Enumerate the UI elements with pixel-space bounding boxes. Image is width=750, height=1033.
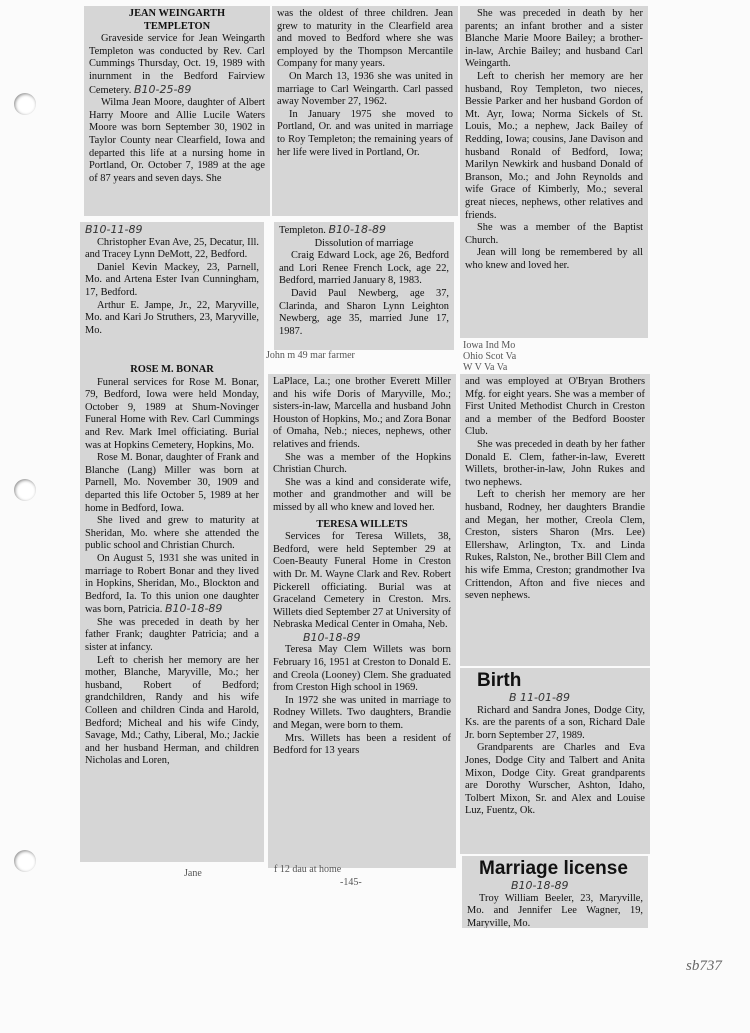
obituary-willets-part2 [460,374,650,666]
handwritten-date: B10-18-89 [511,879,569,892]
handwritten-date: B10-25-89 [133,82,192,96]
license-entry: Daniel Kevin Mackey, 23, Parnell, Mo. and Artena Ester Ivan Cunningham, 17, Bedford. [85,261,259,298]
census-fragment: Jane [184,868,202,879]
dissolution-top-line: Templeton. B10-18-89 [279,223,386,236]
obituary-title-line1: JEAN WEINGARTH [128,8,226,19]
license-entry: Troy William Beeler, 23, Maryville, Mo. and Jennifer Lee Wagner, 19, Maryville, Mo. [467,892,643,928]
obituary-paragraph: On March 13, 1936 she was united in marriage to Carl Weingarth. Carl passed away November 27, 1962. [277,70,453,108]
handwritten-date: B 11-01-89 [509,691,570,704]
binder-hole-top [14,93,36,115]
obituary-paragraph: LaPlace, La.; one brother Everett Miller and his wife Doris of Maryville, Mo.; sisters-in-law, Marcella and husband John Houston of Hopkins, Mo.; and Zora Bonar of Omaha, Neb.; nieces, nephews, other relatives and friends. [273,376,451,450]
handwritten-date: B10-18-89 [303,630,361,644]
handwritten-date: B10-11-89 [85,223,143,236]
dissolution-of-marriage [274,222,454,350]
obituary-paragraph: Jean will long be remembered by all who knew and loved her. [465,247,643,271]
census-fragment: f 12 dau at home [274,864,342,875]
binder-hole-bottom [14,850,36,872]
obituary-paragraph: Wilma Jean Moore, daughter of Albert Harry Moore and Allie Lucile Waters Moore was born September 30, 1902 in Taylor County near Clearfield, Iowa and departed this life at a nursing home in Portland, Or. October 7, 1989 at the age of 87 years and seven days. She [89,97,265,184]
obituary-bonar-part1 [80,362,264,862]
obituary-templeton-part1 [84,6,270,216]
obituary-title: TERESA WILLETS [316,518,408,530]
obituary-paragraph: Teresa May Clem Willets was born February 16, 1951 at Creston to Donald E. and Creola (Looney) Clem. She graduated from Creston High school in 1969. [273,644,451,694]
census-fragment: John m 49 mar farmer [266,350,355,361]
obituary-paragraph: Funeral services for Rose M. Bonar, 79, Bedford, Iowa were held Monday, October 9, 1989 at Shum-Novinger Funeral Home with Rev. Carl Cummings and Rev. Mark Imel officiating. Burial was at Hopkins Cemetery, Hopkins, Mo. [85,376,259,451]
obituary-paragraph: In 1972 she was united in marriage to Rodney Willets. Two daughters, Brandie and Megan, were born to them. [273,694,451,732]
obituary-bonar-willets [268,374,456,868]
census-fragment: W V Va Va [463,362,508,373]
obituary-paragraph: Mrs. Willets has been a resident of Bedford for 13 years [273,732,451,757]
binder-hole-middle [14,479,36,501]
obituary-paragraph: Graveside service for Jean Weingarth Templeton was conducted by Rev. Carl Cummings Thursday, Oct. 19, 1989 with inurnment in the Bedford Fairview Cemetery. B10-25-89 [89,33,265,96]
obituary-paragraph: She was preceded in death by her father Frank; daughter Patricia; and a sister at infancy. [85,616,259,654]
obituary-paragraph: and was employed at O'Bryan Brothers Mfg. for eight years. She was a member of First United Methodist Church in Creston and a member of the Bedford Booster Club. [465,376,645,438]
obituary-paragraph: She was preceded in death by her parents; an infant brother and a sister Blanche Marie Moore Bailey; a brother-in-law, Archie Bailey; and husband Carl Weingarth. [465,8,643,70]
obituary-paragraph: On August 5, 1931 she was united in marriage to Robert Bonar and they lived in Hopkins, Sheridan, Mo., Blockton and Bedford, Ia. To this union one daughter was born, Patricia. B10-18-89 [85,552,259,616]
page-number: -145- [340,877,362,888]
section-heading-marriage-license: Marriage license [479,858,628,879]
obituary-paragraph: was the oldest of three children. Jean grew to maturity in the Clearfield area and moved to Bedford where she was employed by the Thompson Mercantile Company for many years. [277,8,453,70]
obituary-paragraph: Left to cherish her memory are her husband, Rodney, her daughters Brandie and Megan, her mother, Creola Clem, Creston, sisters Sharon (Mrs. Lee) Ellershaw, Arlington, Tx. and Linda Rukes, Ralston, Ne., brother Bill Clem and his wife Emma, Creston; grandmother Iva Crittendon, Afton and five nieces and seven nephews. [465,489,645,602]
obituary-paragraph: Services for Teresa Willets, 38, Bedford, were held September 29 at Coen-Beauty Funeral Home in Creston with Dr. M. Wayne Clark and Rev. Robert Pickerell officiating. Burial was at Graceland Cemetery in Creston. Mrs. Willets died September 27 at University of Nebraska Medical Center in Omaha, Neb. [273,531,451,631]
obituary-templeton-part2 [272,6,458,216]
obituary-paragraph: She was a member of the Baptist Church. [465,222,643,246]
dissolution-title: Dissolution of marriage [314,237,414,249]
obituary-title: ROSE M. BONAR [130,364,214,375]
birth-paragraph: Richard and Sandra Jones, Dodge City, Ks. are the parents of a son, Richard Dale Jr. born September 27, 1989. [465,704,645,741]
obituary-paragraph: Rose M. Bonar, daughter of Frank and Blanche (Lang) Miller was born at Parnell, Mo. November 30, 1909 and departed this life October 5, 1989 at her home in Bedford, Iowa. [85,452,259,514]
birth-paragraph: Grandparents are Charles and Eva Jones, Dodge City and Talbert and Anita Mixon, Dodge City. Great grandparents are Dorothy Wurscher, Ashton, Idaho, Tolbert Mixon, Sr. and Alex and Louise Luz, Fuentz, Ok. [465,742,645,817]
census-fragment: Ohio Scot Va [463,351,517,362]
obituary-paragraph: She was a member of the Hopkins Christian Church. [273,451,451,476]
obituary-paragraph: Left to cherish her memory are her mother, Blanche, Maryville, Mo.; her husband, Robert of Bedford; grandchildren, Randy and his wife Colleen and children Cinda and Harold, Bedford; Micheal and his wife Cindy, Savage, Md.; Cathy, Liberal, Mo.; Jackie and her husband Herman, and children Nicholas and Loren, [85,654,259,767]
dissolution-entry: David Paul Newberg, age 37, Clarinda, and Sharon Lynn Leighton Newberg, age 35, married June 17, 1987. [279,287,449,337]
obituary-paragraph: She was preceded in death by her father Donald E. Clem, father-in-law, Everett Willets, brother-in-law, John Rukes and two nephews. [465,438,645,488]
archive-id: sb737 [686,958,722,974]
section-heading-birth: Birth [477,670,522,691]
obituary-paragraph: She lived and grew to maturity at Sheridan, Mo. where she attended the public school and Christian Church. [85,515,259,552]
dissolution-entry: Craig Edward Lock, age 26, Bedford and Lori Renee French Lock, age 22, Bedford, married January 8, 1983. [279,250,449,287]
obituary-templeton-part3 [460,6,648,338]
handwritten-date: B10-18-89 [164,602,223,616]
obituary-paragraph: In January 1975 she moved to Portland, Or. and was united in marriage to Roy Templeton; the remaining years of her life were lived in Portland, Or. [277,108,453,158]
birth-announcement [460,668,650,854]
obituary-paragraph: Left to cherish her memory are her husband, Roy Templeton, two nieces, Bessie Parker and her husband Gordon of Mt. Ayr, Iowa; Norma Sickels of St. Louis, Mo.; a nephew, Jack Bailey of Redding, Iowa; cousins, Jane Davison and husband Ronald of Bedford, Iowa; Marilyn Newkirk and husband Donald of Branson, Mo.; and John Reynolds and wife Grace of Kimberly, Mo.; several great nieces, nephews, other relatives and friends. [465,70,643,221]
license-entry: Christopher Evan Ave, 25, Decatur, Ill. and Tracey Lynn DeMott, 22, Bedford. [85,236,259,261]
obituary-paragraph: She was a kind and considerate wife, mother and grandmother and will be missed by all who knew and loved her. [273,476,451,513]
marriage-licenses-oct11 [80,222,264,362]
handwritten-date: B10-18-89 [328,223,386,236]
license-entry: Arthur E. Jampe, Jr., 22, Maryville, Mo. and Kari Jo Struthers, 23, Maryville, Mo. [85,299,259,336]
census-fragment: Iowa Ind Mo [463,340,516,351]
obituary-title-line2: TEMPLETON [143,20,211,32]
marriage-license-oct18 [462,856,648,928]
